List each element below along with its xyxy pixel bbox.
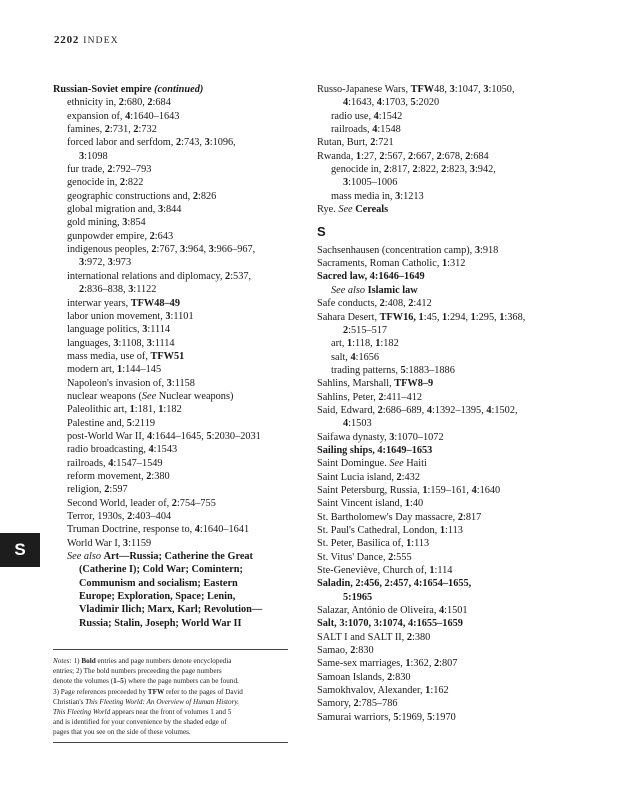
index-subentry: religion, 2:597 — [67, 484, 128, 496]
index-entry: Saint Domingue. See Haiti — [317, 458, 427, 470]
index-subentry: languages, 3:1108, 3:1114 — [67, 337, 175, 349]
index-subentry: Second World, leader of, 2:754–755 — [67, 497, 216, 509]
see-also-reference: See also Islamic law — [331, 284, 418, 296]
index-entry: St. Peter, Basilica of, 1:113 — [317, 538, 430, 550]
index-entry: Samokhvalov, Alexander, 1:162 — [317, 685, 449, 697]
index-entry: Sahara Desert, TFW16, 1:45, 1:294, 1:295, 1:368, — [317, 311, 526, 323]
index-entry: Rwanda, 1:27, 2:567, 2:667, 2:678, 2:684 — [317, 150, 489, 162]
index-column-left — [53, 83, 298, 630]
index-subentry: labor union movement, 3:1101 — [67, 310, 194, 322]
index-subentry: geographic constructions and, 2:826 — [67, 190, 217, 202]
index-entry: Sacraments, Roman Catholic, 1:312 — [317, 258, 466, 270]
index-subentry: Palestine and, 5:2119 — [67, 417, 155, 429]
index-entry: Samory, 2:785–786 — [317, 698, 398, 710]
index-entry: Rye. See Cereals — [317, 204, 389, 216]
index-subentry: Napoleon's invasion of, 3:1158 — [67, 377, 195, 389]
index-entry: SALT I and SALT II, 2:380 — [317, 631, 431, 643]
index-entry: Sailing ships, 4:1649–1653 — [317, 444, 433, 456]
index-subentry: mass media in, 3:1213 — [331, 190, 424, 202]
index-entry: Saint Vincent island, 1:40 — [317, 498, 424, 510]
see-also-continuation: Vladimir Ilich; Marx, Karl; Revolution— — [79, 604, 263, 616]
index-heading: Russian-Soviet empire (continued) — [53, 84, 204, 95]
index-subentry: radio broadcasting, 4:1543 — [67, 444, 178, 456]
index-entry: Salt, 3:1070, 3:1074, 4:1655–1659 — [317, 618, 463, 630]
index-continuation: 4:1643, 4:1703, 5:2020 — [343, 97, 440, 109]
index-continuation: 3:1005–1006 — [343, 177, 398, 189]
index-subentry: modern art, 1:144–145 — [67, 364, 162, 376]
index-subentry: Terror, 1930s, 2:403–404 — [67, 511, 172, 522]
index-subentry: post-World War II, 4:1644–1645, 5:2030–2031 — [67, 430, 261, 442]
index-entry: Sahlins, Peter, 2:411–412 — [317, 391, 423, 403]
index-subentry: expansion of, 4:1640–1643 — [67, 110, 180, 122]
index-subentry: indigenous peoples, 2:767, 3:964, 3:966–967, — [67, 244, 256, 256]
index-subentry: World War I, 3:1159 — [67, 537, 152, 549]
index-entry: St. Paul's Cathedral, London, 1:113 — [317, 525, 463, 536]
index-entry: Said, Edward, 2:686–689, 4:1392–1395, 4:1502, — [317, 404, 518, 416]
index-subentry: art, 1:118, 1:182 — [331, 338, 399, 350]
index-entry: Rutan, Burt, 2:721 — [317, 137, 394, 149]
index-entry: Saint Petersburg, Russia, 1:159–161, 4:1640 — [317, 484, 501, 496]
index-entry: Same-sex marriages, 1:362, 2:807 — [317, 658, 458, 670]
index-entry: Sacred law, 4:1646–1649 — [317, 271, 425, 283]
index-subentry: salt, 4:1656 — [331, 351, 380, 363]
index-entry: Saint Lucia island, 2:432 — [317, 471, 420, 483]
section-letter-tab: S — [0, 533, 40, 567]
index-entry: Sachsenhausen (concentration camp), 3:918 — [317, 244, 499, 256]
index-entry: Samao, 2:830 — [317, 645, 374, 657]
page-number: 2202 — [54, 34, 80, 46]
index-entry: Saifawa dynasty, 3:1070–1072 — [317, 431, 444, 443]
index-entry: St. Bartholomew's Day massacre, 2:817 — [317, 511, 482, 523]
index-column-right — [317, 83, 572, 724]
index-subentry: reform movement, 2:380 — [67, 470, 170, 482]
index-entry: St. Vitus' Dance, 2:555 — [317, 551, 412, 563]
index-subentry: mass media, use of, TFW51 — [67, 350, 185, 362]
index-subentry: Truman Doctrine, response to, 4:1640–1641 — [67, 524, 250, 536]
index-subentry: fur trade, 2:792–793 — [67, 164, 152, 176]
index-entry: Samoan Islands, 2:830 — [317, 671, 411, 683]
index-subentry: ethnicity in, 2:680, 2:684 — [67, 97, 171, 109]
index-subentry: trading patterns, 5:1883–1886 — [331, 364, 455, 376]
index-subentry: global migration and, 3:844 — [67, 204, 182, 216]
index-entry: Samurai warriors, 5:1969, 5:1970 — [317, 711, 456, 723]
index-subentry: gold mining, 3:854 — [67, 217, 146, 229]
index-subentry: famines, 2:731, 2:732 — [67, 124, 157, 136]
index-continuation: 4:1503 — [343, 418, 372, 430]
running-head — [54, 34, 119, 46]
section-letter-heading: S — [317, 224, 326, 240]
index-continuation: 2:515–517 — [343, 324, 388, 336]
index-entry: Sahlins, Marshall, TFW8–9 — [317, 378, 434, 390]
index-subentry: radio use, 4:1542 — [331, 110, 403, 122]
index-subentry: railroads, 4:1548 — [331, 124, 401, 136]
index-subentry: genocide in, 2:817, 2:822, 2:823, 3:942, — [331, 164, 496, 176]
index-subentry: forced labor and serfdom, 2:743, 3:1096, — [67, 137, 236, 149]
index-subentry: international relations and diplomacy, 2:537, — [67, 270, 252, 282]
index-subentry: nuclear weapons (See Nuclear weapons) — [67, 390, 234, 402]
see-also-continuation: Russia; Stalin, Joseph; World War II — [79, 617, 242, 629]
index-entry: Safe conducts, 2:408, 2:412 — [317, 298, 432, 310]
index-entry: Salazar, António de Oliveira, 4:1501 — [317, 605, 468, 617]
index-subentry: genocide in, 2:822 — [67, 177, 144, 189]
running-head-label: INDEX — [83, 36, 119, 46]
index-subentry: language politics, 3:1114 — [67, 324, 171, 336]
see-also-continuation: Communism and socialism; Eastern — [79, 577, 238, 589]
index-entry: Saladin, 2:456, 2:457, 4:1654–1655, — [317, 578, 472, 590]
see-also-continuation: Europe; Exploration, Space; Lenin, — [79, 591, 236, 603]
index-entry: Russo-Japanese Wars, TFW48, 3:1047, 3:1050, — [317, 84, 515, 95]
index-subentry: Paleolithic art, 1:181, 1:182 — [67, 404, 182, 416]
index-continuation: 2:836–838, 3:1122 — [79, 284, 157, 296]
see-also-continuation: (Catherine I); Cold War; Comintern; — [79, 564, 243, 576]
index-subentry: interwar years, TFW48–49 — [67, 297, 180, 309]
index-continuation: 3:1098 — [79, 150, 108, 162]
index-entry: Ste-Geneviève, Church of, 1:114 — [317, 565, 453, 577]
index-subentry: gunpowder empire, 2:643 — [67, 230, 174, 242]
index-continuation: 5:1965 — [343, 591, 373, 603]
index-notes-box: Notes: 1) Bold entries and page numbers denote encyclopedia entries; 2) The bold numbers preceeding the page numbers denote the volumes (1–5) where the page numbers can be found. 3) Page references preceeded by TFW refer to the pages of David Christian's This Fleeting World: An Overview of Human History. This Fleeting World appears near the front of volumes 1 and 5 and is identified for your convenience by the shaded edge of pages that you see on the side of these volumes. — [53, 649, 288, 743]
index-subentry: railroads, 4:1547–1549 — [67, 457, 163, 469]
see-also-reference: See also Art—Russia; Catherine the Great — [67, 551, 253, 563]
index-continuation: 3:972, 3:973 — [79, 257, 132, 269]
